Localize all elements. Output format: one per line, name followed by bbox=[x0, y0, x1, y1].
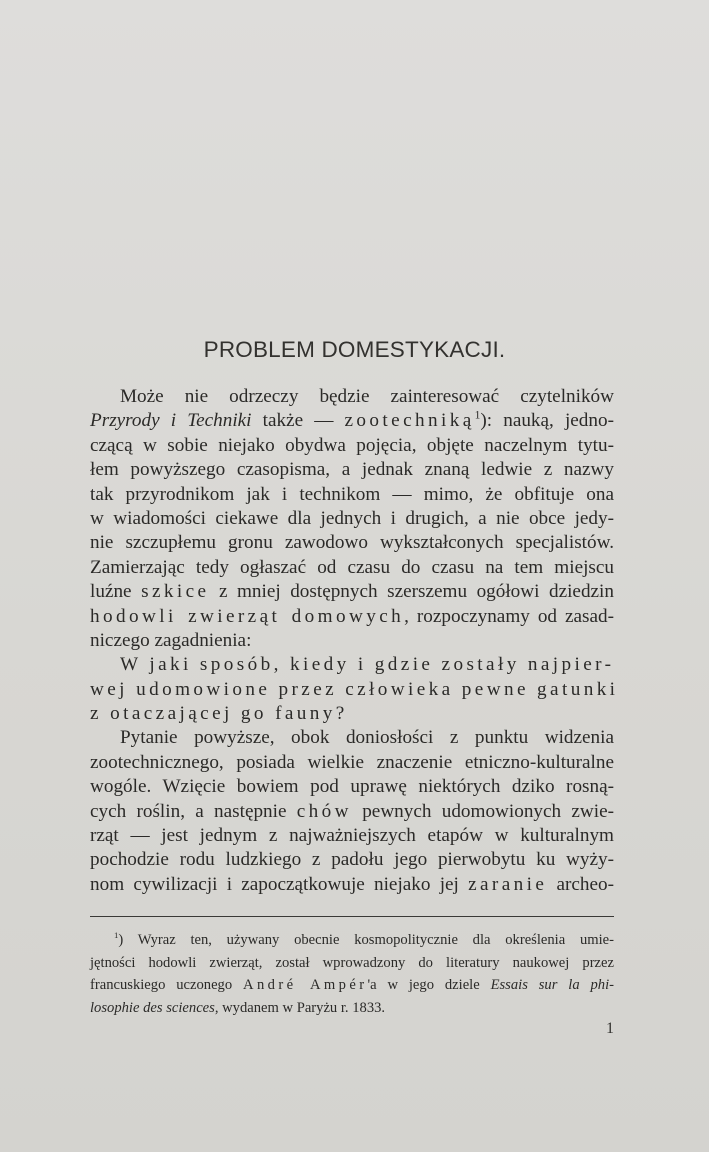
text-fragment: , rozpoczynamy od zasad- bbox=[404, 605, 614, 627]
footnote-marker: 1 bbox=[474, 410, 481, 422]
text-line bbox=[90, 580, 614, 604]
text-fragment: cych roślin, a następnie bbox=[90, 800, 297, 822]
text-fragment: nom cywilizacji i zapoczątkowuje niejako jej bbox=[90, 873, 469, 895]
footnote-line bbox=[90, 974, 614, 997]
text-line bbox=[90, 409, 614, 433]
text-fragment: , wydanem w Paryżu r. 1833. bbox=[214, 999, 386, 1016]
text-line: Może nie odrzeczy będzie zainteresować czytelników bbox=[120, 386, 614, 407]
work-title: Essais sur la phi- bbox=[490, 977, 614, 994]
work-title: losophie des sciences bbox=[90, 999, 215, 1016]
question-line: W jaki sposób, kiedy i gdzie zostały najpier- bbox=[120, 654, 615, 676]
text-line: pochodzie rodu ludzkiego z padołu jego pierwobytu ku wyży- bbox=[90, 849, 614, 871]
text-fragment: pewnych udomowionych zwie- bbox=[351, 800, 614, 822]
text-fragment: ): nauką, jedno- bbox=[480, 410, 614, 432]
text-line: Zamierzając tedy ogłaszać od czasu do czasu na tem miejscu bbox=[90, 556, 614, 578]
text-line: wogóle. Wzięcie bowiem pod uprawę niektórych dziko rosną- bbox=[90, 776, 614, 798]
text-line: w wiadomości ciekawe dla jednych i drugich, a nie obce jedy- bbox=[90, 507, 614, 529]
author-name: André Ampér bbox=[243, 977, 368, 994]
footnote-divider bbox=[90, 916, 614, 917]
footnote-number: 1 bbox=[114, 930, 119, 941]
question-line: z otaczającej go fauny? bbox=[90, 703, 348, 725]
emphasized-term: hodowli zwierząt domowych bbox=[90, 605, 405, 627]
emphasized-term: chów bbox=[296, 800, 352, 822]
text-fragment: ) Wyraz ten, używany obecnie kosmopolitycznie dla określenia umie- bbox=[118, 932, 614, 948]
text-line: zootechnicznego, posiada wielkie znaczenie etniczno-kulturalne bbox=[90, 751, 614, 773]
footnote-line bbox=[90, 997, 614, 1020]
emphasized-term: zootechniką bbox=[344, 410, 475, 432]
text-line: Pytanie powyższe, obok doniosłości z punktu widzenia bbox=[120, 727, 614, 749]
text-fragment: z mniej dostępnych szerszemu ogółowi dziedzin bbox=[209, 581, 614, 603]
text-line: rząt — jest jednym z najważniejszych etapów w kulturalnym bbox=[90, 825, 614, 847]
text-fragment: 'a w jego dziele bbox=[367, 977, 491, 994]
text-fragment: francuskiego uczonego bbox=[90, 977, 244, 994]
journal-title: Przyrody i Techniki bbox=[90, 410, 252, 432]
text-fragment: archeo- bbox=[547, 873, 614, 895]
footnote bbox=[90, 929, 614, 1019]
page-number: 1 bbox=[606, 1020, 614, 1037]
footnote-line: jętności hodowli zwierząt, został wprowadzony do literatury naukowej przez bbox=[90, 954, 614, 971]
text-line bbox=[90, 605, 614, 629]
text-line: nie szczupłemu gronu zawodowo wykształconych specjalistów. bbox=[90, 532, 614, 554]
text-fragment: także — bbox=[251, 410, 345, 432]
text-line: niczego zagadnienia: bbox=[90, 629, 252, 651]
text-line bbox=[90, 800, 614, 824]
text-line bbox=[90, 873, 614, 897]
footnote-line bbox=[90, 929, 614, 952]
main-text bbox=[90, 385, 619, 897]
text-line: czącą w sobie niejako obydwa pojęcia, objęte naczelnym tytu- bbox=[90, 434, 614, 456]
text-line: tak przyrodnikom jak i technikom — mimo, że obfituje ona bbox=[90, 483, 614, 505]
emphasized-term: zaranie bbox=[468, 873, 548, 895]
emphasized-term: szkice bbox=[141, 581, 210, 603]
question-line: wej udomowione przez człowieka pewne gatunki bbox=[90, 678, 619, 700]
text-fragment: luźne bbox=[90, 581, 142, 603]
chapter-title: PROBLEM DOMESTYKACJI. bbox=[203, 337, 506, 362]
text-line: łem powyższego czasopisma, a jednak znaną ledwie z nazwy bbox=[90, 459, 614, 481]
